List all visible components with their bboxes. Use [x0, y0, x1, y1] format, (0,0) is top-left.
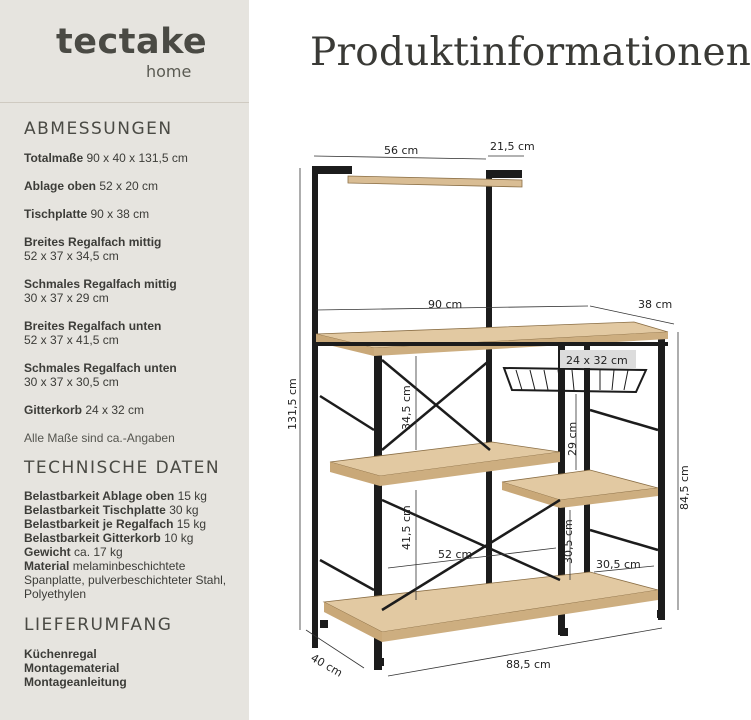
spec-value: 15 kg — [177, 489, 207, 503]
shelf-diagram — [260, 110, 698, 715]
page-title: Produktinformationen — [310, 30, 751, 75]
spec-value: 52 x 37 x 34,5 cm — [24, 249, 119, 263]
brand-band — [0, 0, 249, 103]
tech-material — [24, 559, 246, 601]
spec-value: 52 x 37 x 41,5 cm — [24, 333, 119, 347]
spec-label: Breites Regalfach mittig — [24, 235, 162, 249]
dim-small-mid-height: 29 cm — [566, 421, 579, 456]
dim-depth: 40 cm — [308, 651, 345, 680]
delivery-item: Montageanleitung — [24, 675, 127, 689]
delivery-item: Montagematerial — [24, 661, 120, 675]
dim-mid-height: 34,5 cm — [400, 385, 413, 430]
dimensions-heading: ABMESSUNGEN — [24, 119, 173, 139]
spec-value: 10 kg — [164, 531, 194, 545]
spec-label: Tischplatte — [24, 207, 88, 221]
spec-label: Schmales Regalfach mittig — [24, 277, 177, 291]
sidebar — [0, 0, 249, 720]
spec-label: Totalmaße — [24, 151, 84, 165]
dimensions-note: Alle Maße sind ca.-Angaben — [24, 431, 175, 445]
dim-table-height: 84,5 cm — [678, 465, 691, 510]
spec-label: Belastbarkeit Tischplatte — [24, 503, 166, 517]
spec-value: 30 x 37 x 30,5 cm — [24, 375, 119, 389]
spec-total — [24, 151, 246, 165]
spec-value: ca. 17 kg — [74, 545, 123, 559]
spec-narrow-mid — [24, 277, 246, 305]
spec-label: Gitterkorb — [24, 403, 83, 417]
spec-value: 90 x 38 cm — [90, 207, 150, 221]
spec-value: 52 x 20 cm — [99, 179, 159, 193]
brand-logo-sub: home — [146, 62, 192, 81]
spec-label: Belastbarkeit Gitterkorb — [24, 531, 161, 545]
brand-logo-text: tectake — [56, 22, 208, 62]
spec-value: melaminbeschichtete Spanplatte, pulverbeschichteter Stahl, Polyethylen — [24, 559, 227, 601]
dim-top-width: 56 cm — [384, 144, 419, 157]
spec-value: 15 kg — [176, 517, 207, 531]
shelf-illustration — [312, 166, 668, 670]
spec-value: 30 kg — [169, 503, 199, 517]
spec-value: 90 x 40 x 131,5 cm — [86, 151, 188, 165]
dim-small-bottom-width: 30,5 cm — [596, 558, 641, 571]
spec-tabletop — [24, 207, 246, 221]
dim-bottom-height: 41,5 cm — [400, 505, 413, 550]
dim-wide-shelf: 52 cm — [438, 548, 473, 561]
spec-value: 30 x 37 x 29 cm — [24, 291, 109, 305]
delivery-heading: LIEFERUMFANG — [24, 615, 173, 635]
dim-total-height: 131,5 cm — [286, 378, 299, 430]
spec-label: Material — [24, 559, 70, 573]
spec-basket — [24, 403, 246, 417]
tech-load-table — [24, 503, 246, 517]
delivery-item: Küchenregal — [24, 647, 97, 661]
spec-value: 24 x 32 cm — [85, 403, 145, 417]
dim-basket: 24 x 32 cm — [566, 354, 628, 367]
spec-label: Belastbarkeit Ablage oben — [24, 489, 175, 503]
tech-weight — [24, 545, 246, 559]
tech-load-top — [24, 489, 246, 503]
spec-label: Gewicht — [24, 545, 71, 559]
dim-bottom-width: 88,5 cm — [506, 658, 551, 671]
tech-load-basket — [24, 531, 246, 545]
spec-wide-bottom — [24, 319, 246, 347]
tech-load-shelf — [24, 517, 246, 531]
technical-heading: TECHNISCHE DATEN — [24, 458, 221, 478]
dim-top-depth: 21,5 cm — [490, 140, 535, 153]
spec-label: Belastbarkeit je Regalfach — [24, 517, 174, 531]
spec-label: Schmales Regalfach unten — [24, 361, 177, 375]
dim-small-bottom-height: 30,5 cm — [562, 519, 575, 564]
spec-wide-mid — [24, 235, 246, 263]
dim-table-depth: 38 cm — [638, 298, 673, 311]
spec-label: Ablage oben — [24, 179, 97, 193]
dim-table-width: 90 cm — [428, 298, 463, 311]
spec-label: Breites Regalfach unten — [24, 319, 162, 333]
spec-top-shelf — [24, 179, 246, 193]
spec-narrow-bottom — [24, 361, 246, 389]
